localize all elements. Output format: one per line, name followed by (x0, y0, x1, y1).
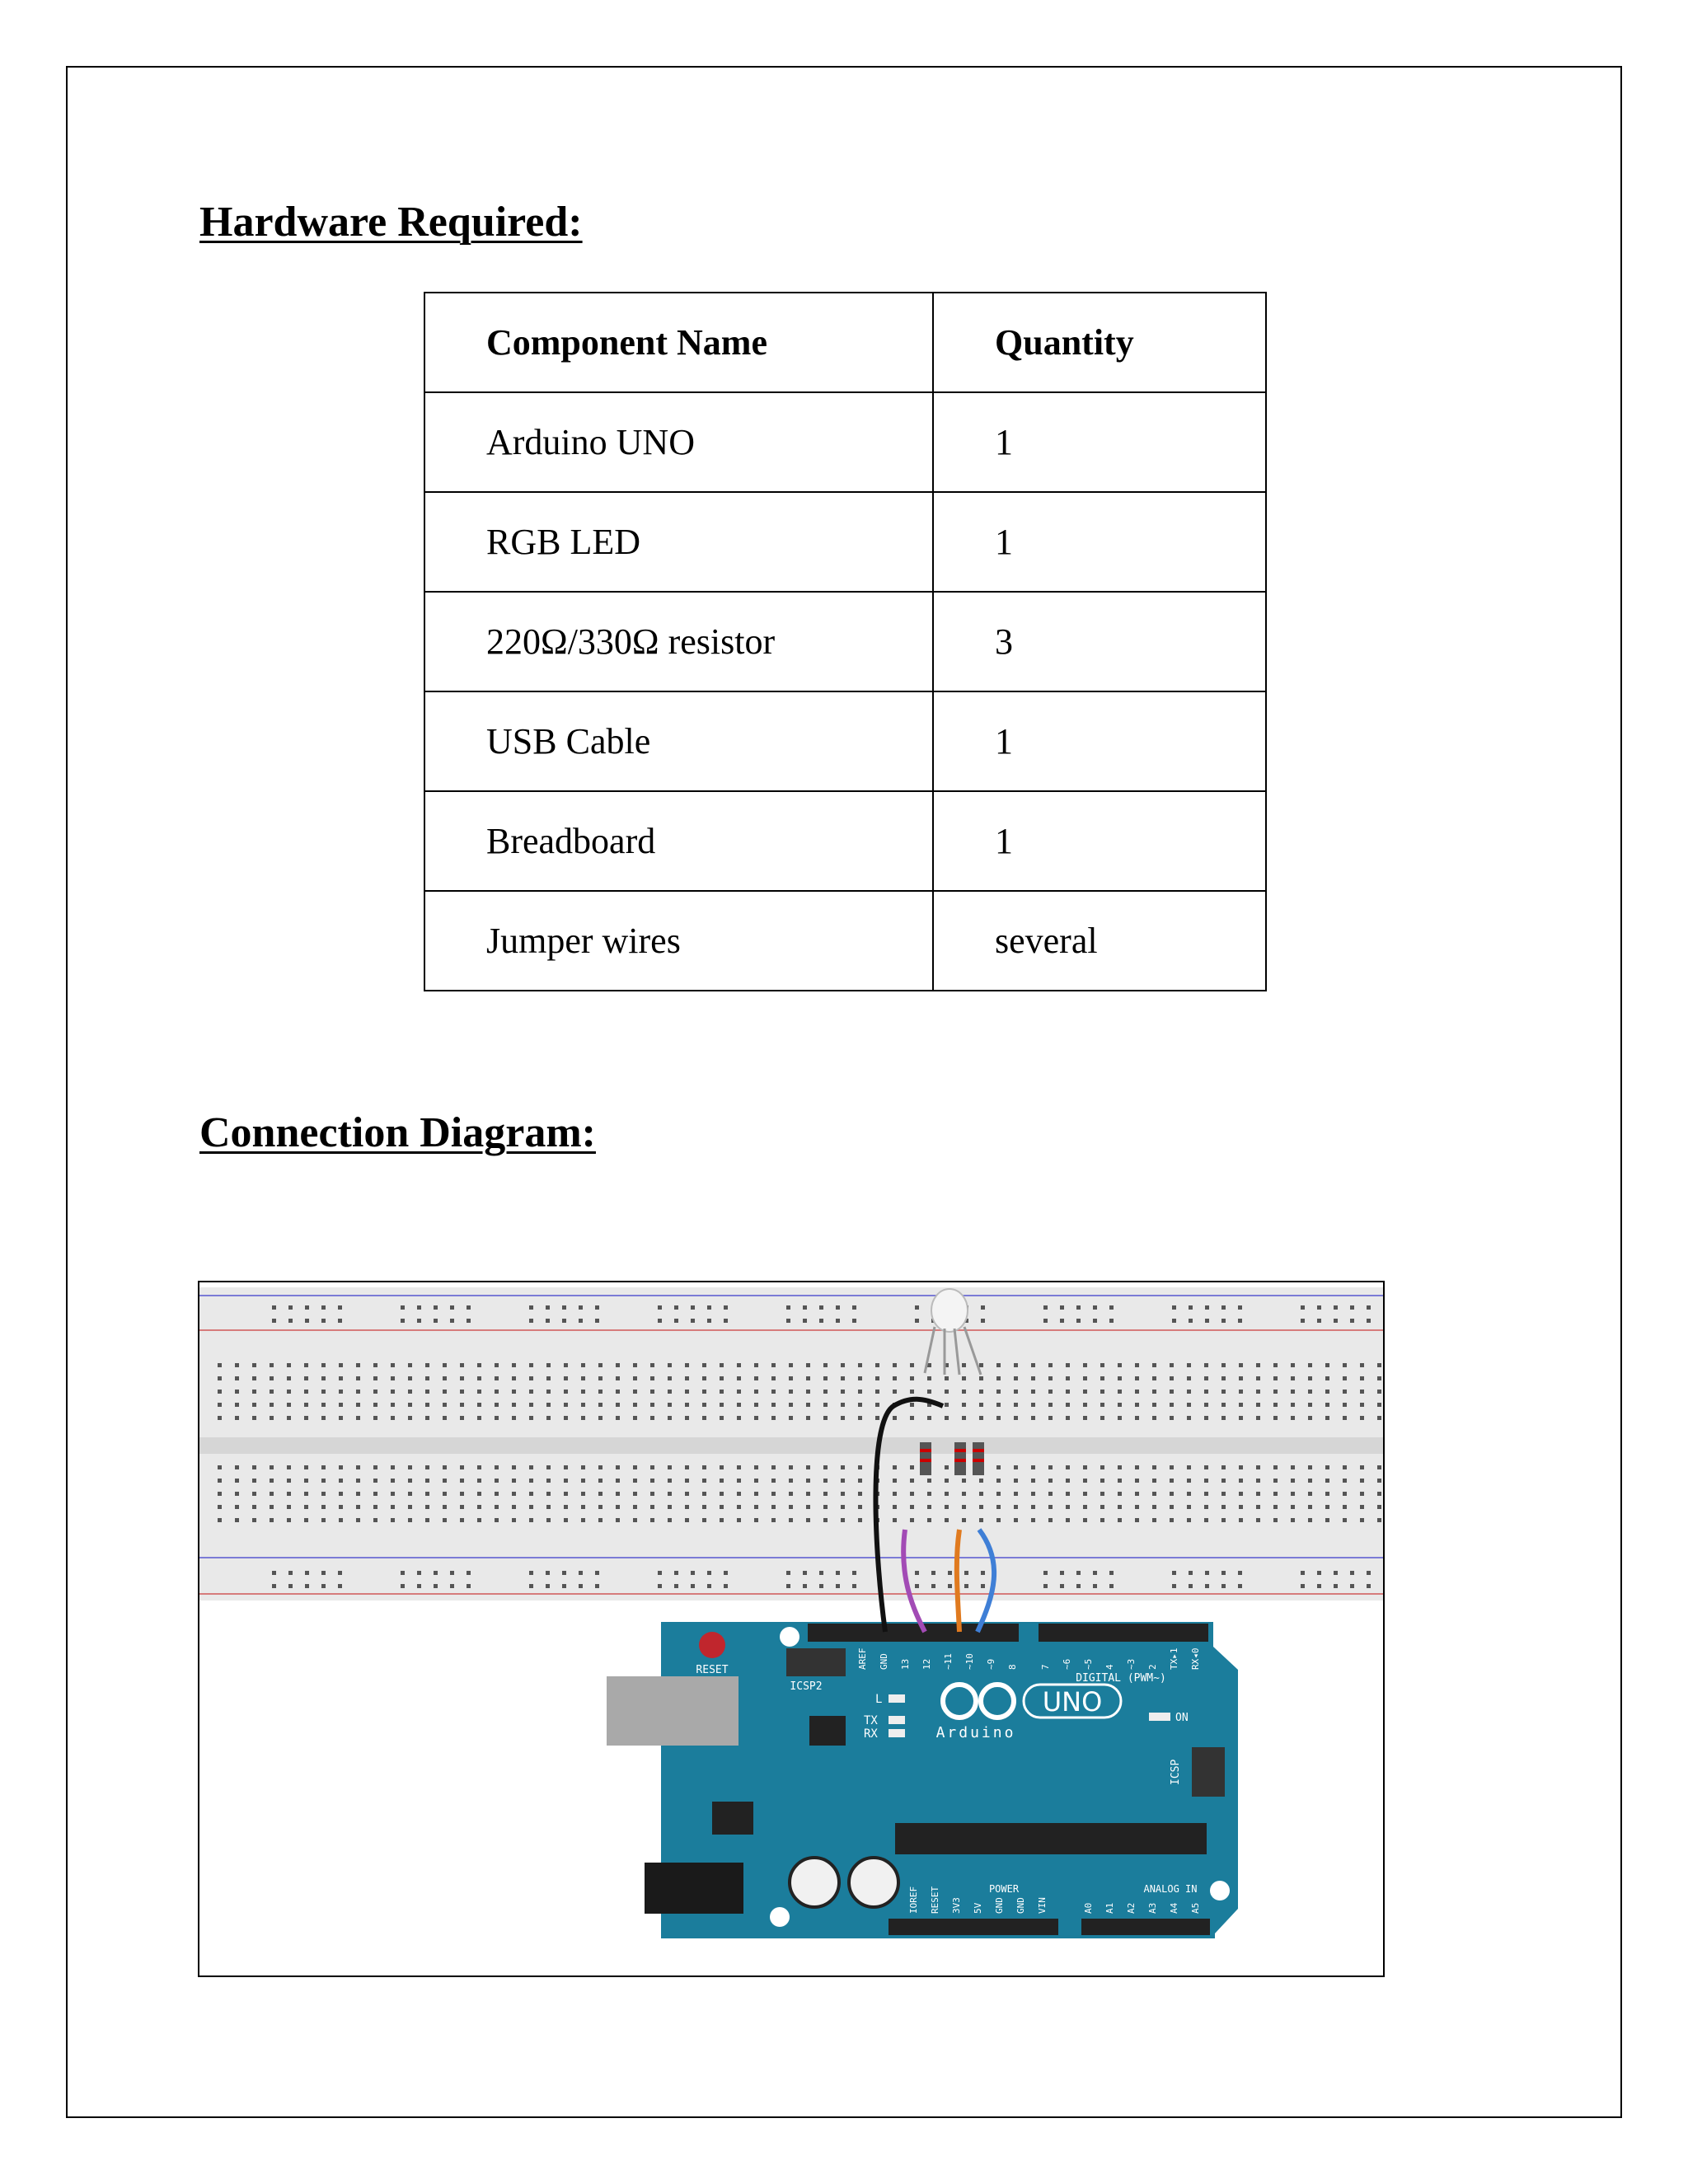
table-row (424, 791, 1266, 891)
pin-label: A5 (1190, 1902, 1201, 1914)
table-row (424, 691, 1266, 791)
pin-label: A4 (1169, 1902, 1179, 1914)
pin-label: RX◂0 (1190, 1647, 1201, 1670)
pin-label: 4 (1104, 1664, 1115, 1670)
pin-label: ~5 (1083, 1658, 1094, 1670)
capacitor-2 (849, 1858, 898, 1907)
microcontroller-chip (895, 1823, 1207, 1854)
power-jack (645, 1863, 743, 1914)
rx-led (889, 1729, 905, 1737)
quantity-cell: 1 (933, 392, 1266, 492)
digital-label: DIGITAL (PWM~) (1076, 1672, 1166, 1685)
pin-label: 7 (1040, 1664, 1051, 1670)
icsp2-label: ICSP2 (790, 1680, 823, 1693)
hardware-heading: Hardware Required: (199, 199, 583, 246)
reset-label: RESET (696, 1664, 729, 1676)
table-row (424, 592, 1266, 691)
component-cell: Jumper wires (424, 891, 933, 991)
mounting-hole (780, 1627, 799, 1647)
table-row (424, 492, 1266, 592)
table-header-row (424, 293, 1266, 392)
mounting-hole (1210, 1881, 1230, 1900)
table-row (424, 891, 1266, 991)
icsp-header (1192, 1747, 1225, 1797)
component-cell: RGB LED (424, 492, 933, 592)
pin-label: ~6 (1062, 1658, 1072, 1670)
component-cell: Breadboard (424, 791, 933, 891)
analog-label: ANALOG IN (1143, 1883, 1198, 1895)
quantity-cell: 1 (933, 492, 1266, 592)
wire-green-channel (957, 1530, 959, 1632)
component-cell: 220Ω/330Ω resistor (424, 592, 933, 691)
mounting-hole (770, 1907, 790, 1927)
resistor (973, 1442, 984, 1475)
breadboard-arduino-diagram (199, 1282, 1383, 1975)
pin-label: 3V3 (951, 1897, 962, 1914)
chip-small (809, 1716, 846, 1746)
reset-button[interactable] (699, 1632, 725, 1658)
pin-label: A2 (1126, 1902, 1137, 1914)
pin-label: 5V (973, 1902, 983, 1914)
l-led (889, 1694, 905, 1703)
tx-label: TX (864, 1714, 878, 1727)
pin-label: A3 (1147, 1902, 1158, 1914)
column-header-component: Component Name (424, 293, 933, 392)
quantity-cell: 3 (933, 592, 1266, 691)
pin-label: TX▸1 (1169, 1647, 1179, 1670)
pin-label: ~10 (964, 1653, 975, 1670)
column-header-quantity: Quantity (933, 293, 1266, 392)
quantity-cell: several (933, 891, 1266, 991)
pin-label: VIN (1037, 1897, 1048, 1914)
digital-header-left (808, 1624, 1019, 1642)
pin-label: RESET (930, 1886, 940, 1914)
pin-label: AREF (857, 1647, 868, 1670)
pin-label: 12 (921, 1658, 932, 1670)
icsp-label: ICSP (1170, 1759, 1182, 1785)
quantity-cell: 1 (933, 791, 1266, 891)
pin-label: GND (1015, 1897, 1026, 1914)
pin-label: GND (879, 1653, 889, 1670)
voltage-regulator (712, 1802, 753, 1835)
pin-label: ~9 (986, 1658, 996, 1670)
power-header (889, 1919, 1058, 1935)
connection-diagram (198, 1281, 1385, 1977)
icsp2-header (786, 1648, 846, 1676)
uno-label: UNO (1042, 1686, 1103, 1718)
l-label: L (875, 1693, 883, 1706)
tx-led (889, 1716, 905, 1724)
pin-label: 2 (1147, 1664, 1158, 1670)
pin-label: A1 (1104, 1902, 1115, 1914)
component-cell: USB Cable (424, 691, 933, 791)
rx-label: RX (864, 1727, 878, 1741)
pin-label: ~11 (943, 1653, 954, 1670)
capacitor-1 (790, 1858, 839, 1907)
pin-label: 8 (1007, 1664, 1018, 1670)
hardware-table (424, 292, 1267, 991)
pin-label: IOREF (908, 1886, 919, 1914)
power-label: POWER (988, 1883, 1020, 1895)
pin-label: 13 (900, 1658, 911, 1670)
on-led (1149, 1713, 1170, 1721)
on-label: ON (1175, 1712, 1189, 1724)
quantity-cell: 1 (933, 691, 1266, 791)
usb-port (607, 1676, 738, 1746)
table-row (424, 392, 1266, 492)
resistor (920, 1442, 931, 1475)
pin-label: A0 (1083, 1902, 1094, 1914)
digital-header-right (1039, 1624, 1208, 1642)
component-cell: Arduino UNO (424, 392, 933, 492)
breadboard-center-channel (199, 1437, 1383, 1454)
resistor (954, 1442, 966, 1475)
brand-label: Arduino (935, 1724, 1016, 1741)
pin-label: GND (994, 1897, 1005, 1914)
analog-header (1081, 1919, 1210, 1935)
pin-label: ~3 (1126, 1658, 1137, 1670)
connection-heading: Connection Diagram: (199, 1109, 596, 1156)
